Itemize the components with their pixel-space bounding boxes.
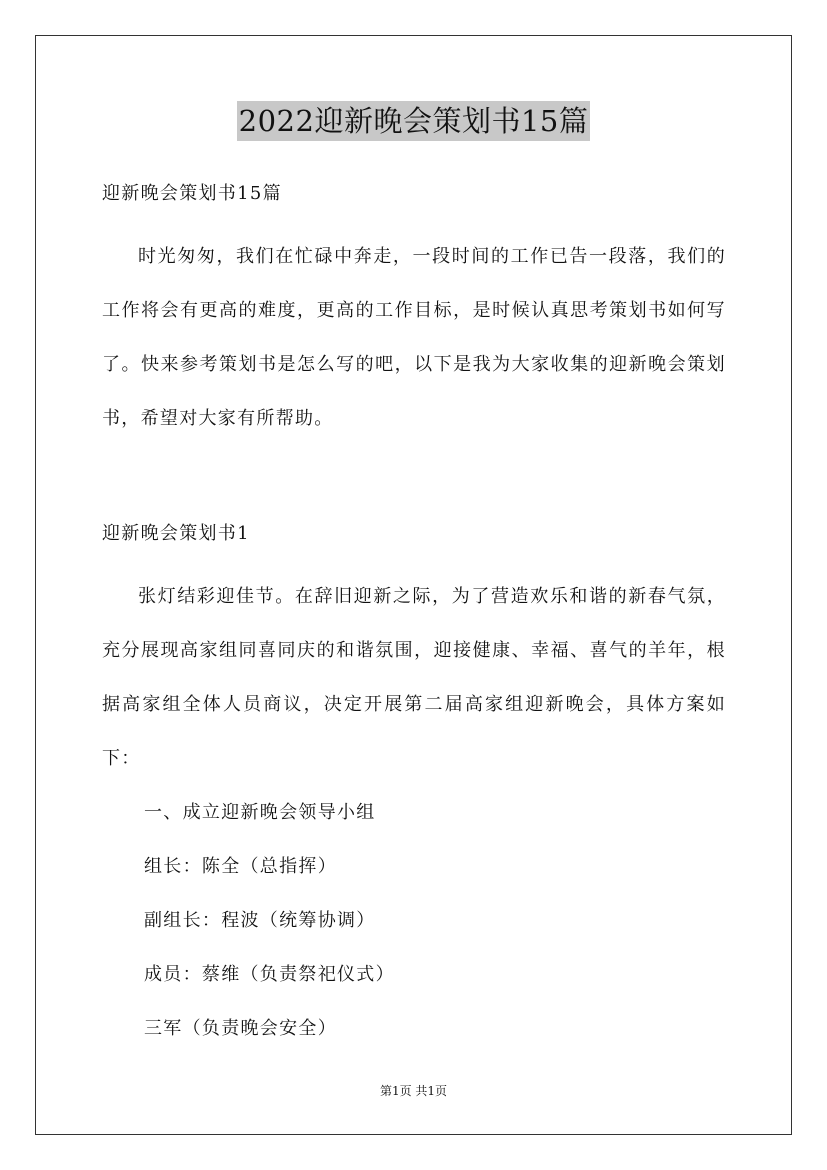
- section-paragraph: 张灯结彩迎佳节。在辞旧迎新之际，为了营造欢乐和谐的新春气氛，充分展现高家组同喜同庆的和谐氛围，迎接健康、幸福、喜气的羊年，根据高家组全体人员商议，决定开展第二届高家组迎新晚会，具体方案如下：: [102, 586, 726, 769]
- title-container: [0, 101, 827, 141]
- list-item: 组长：陈全（总指挥）: [144, 856, 337, 877]
- list-item: 一、成立迎新晚会领导小组: [144, 802, 376, 823]
- intro-paragraph: 时光匆匆，我们在忙碌中奔走，一段时间的工作已告一段落，我们的工作将会有更高的难度，更高的工作目标，是时候认真思考策划书如何写了。快来参考策划书是怎么写的吧，以下是我为大家收集的迎新晚会策划书，希望对大家有所帮助。: [102, 246, 726, 429]
- list-item: 成员：蔡维（负责祭祀仪式）: [144, 964, 395, 985]
- document-subtitle: 迎新晚会策划书15篇: [102, 183, 282, 204]
- document-body: [102, 176, 726, 1056]
- document-title: 2022迎新晚会策划书15篇: [237, 101, 591, 141]
- page-footer: 第1页 共1页: [379, 1084, 448, 1098]
- section-heading: 迎新晚会策划书1: [102, 523, 250, 544]
- list-item: 三军（负责晚会安全）: [144, 1018, 337, 1039]
- list-item: 副组长：程波（统筹协调）: [144, 910, 376, 931]
